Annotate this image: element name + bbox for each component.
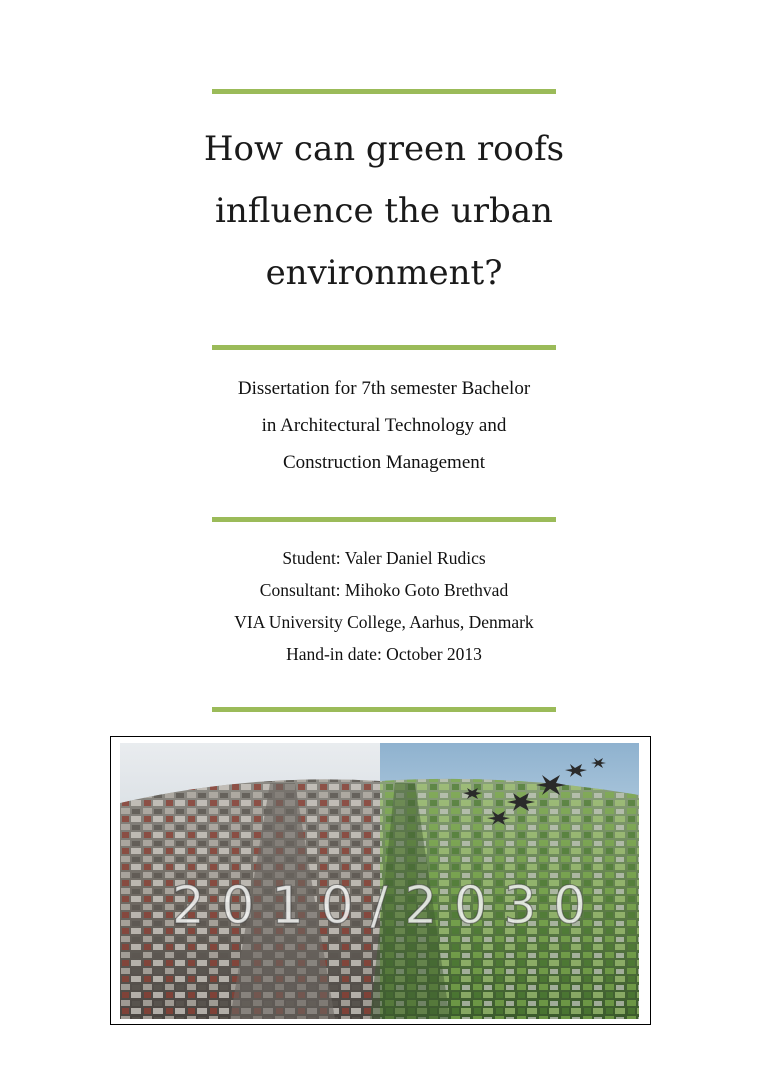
cover-image-years: 2 0 1 0 / 2 0 3 0 xyxy=(171,876,587,936)
subtitle-divider xyxy=(212,517,556,522)
title-line-2: influence the urban xyxy=(215,191,553,231)
title-line-1: How can green roofs xyxy=(203,129,565,169)
institution: VIA University College, Aarhus, Denmark xyxy=(234,612,534,632)
consultant-name: Consultant: Mihoko Goto Brethvad xyxy=(259,580,509,600)
title-line-3: environment? xyxy=(265,253,503,293)
bottom-divider xyxy=(212,707,556,712)
document-subtitle xyxy=(200,370,568,481)
title-divider xyxy=(212,345,556,350)
subtitle-line-3: Construction Management xyxy=(282,452,486,473)
author-info xyxy=(200,542,568,670)
top-divider xyxy=(212,89,556,94)
student-name: Student: Valer Daniel Rudics xyxy=(282,548,486,568)
subtitle-line-1: Dissertation for 7th semester Bachelor xyxy=(237,378,531,399)
cover-image-frame xyxy=(110,736,651,1025)
subtitle-line-2: in Architectural Technology and xyxy=(261,415,507,436)
document-title xyxy=(200,118,568,304)
hand-in-date: Hand-in date: October 2013 xyxy=(286,644,482,664)
cover-image xyxy=(120,743,639,1019)
